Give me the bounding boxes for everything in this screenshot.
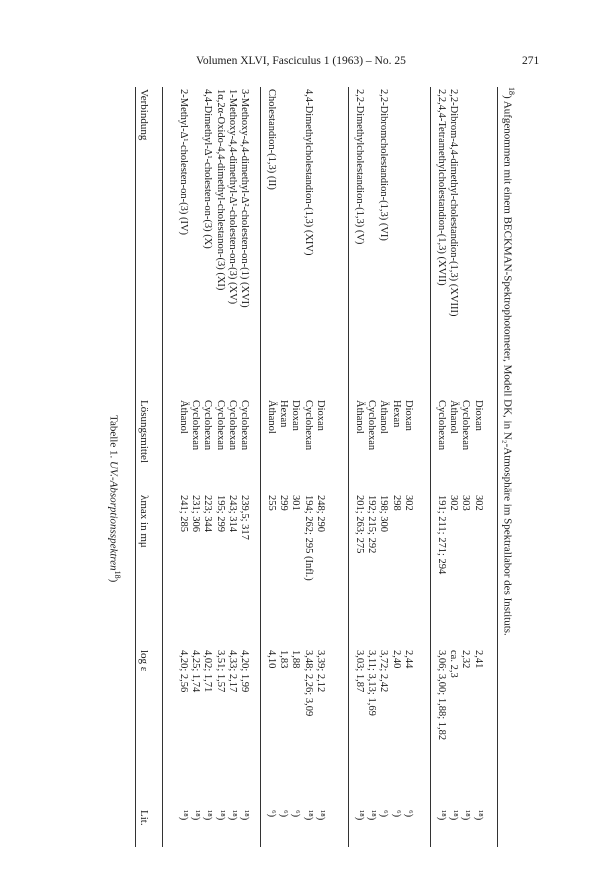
cell-compound: 2,2,4,4-Tetramethylcholestandion-(1,3) (XVII) [436,89,447,286]
cell-solvent: Äthanol [448,400,460,434]
cell-loge: 1,88 [290,650,302,669]
cell-loge: 4,20; 1,99 [239,650,250,693]
cell-lambda: 255 [266,495,277,511]
cell-solvent: Cyclohexan [436,400,447,451]
cell-solvent: Cyclohexan [366,400,378,451]
colhead-lit: Lit. [138,810,150,826]
cell-solvent: Äthanol [354,400,365,434]
cell-lit: ¹⁸) [366,810,378,821]
cell-lit: ¹⁸) [190,810,202,821]
cell-loge: 4,10 [266,650,277,669]
cell-solvent: Äthanol [266,400,277,434]
cell-solvent: Cyclohexan [226,400,238,451]
cell-lit: ¹⁸) [472,810,484,821]
table-title-prefix: Tabelle 1. [107,415,120,459]
cell-solvent: Dioxan [290,400,302,431]
cell-lit: ¹⁸) [460,810,472,821]
table-group-divider [430,87,431,847]
cell-solvent: Dioxan [402,400,414,431]
colhead-compound: Verbindung [138,89,150,141]
cell-lit: ⁶) [278,810,290,818]
cell-solvent: Hexan [278,400,290,428]
cell-lambda: 198; 300 [378,495,390,533]
cell-lambda: 298 [390,495,402,511]
cell-loge: 2,32 [460,650,472,669]
cell-compound: 2-Methyl-Δ¹-cholesten-on-(3) (IV) [178,89,189,236]
cell-compound: 1-Methoxy-4,4-dimethyl-Δ¹-cholesten-on-(3) (XV) [226,89,238,305]
cell-lit: ⁶) [390,810,402,818]
footnote: $^{18}$) Aufgenommen mit einem BECKMAN-Spektrophotometer, Modell DK, in N₂-Atmosphäre im Spektrallabor des Instituts. [501,87,516,636]
cell-lit: ¹⁸) [178,810,189,821]
cell-loge: 3,06; 3,00; 1,88; 1,82 [436,650,447,741]
cell-lambda: 241; 285 [178,495,189,533]
cell-lambda: 248; 290 [314,495,326,533]
page-header [0,0,600,80]
cell-lambda: 302 [472,495,484,511]
cell-lit: ¹⁸) [202,810,214,821]
cell-lambda: 195; 299 [214,495,226,533]
cell-lambda: 223; 344 [202,495,214,533]
cell-lambda: 303 [460,495,472,511]
cell-solvent: Cyclohexan [460,400,472,451]
cell-loge: 4,25; 1,74 [190,650,202,693]
running-title: Volumen XLVI, Fasciculus 1 (1963) – No. 25 [196,55,406,67]
cell-solvent: Cyclohexan [202,400,214,451]
cell-compound: 1α,2α-Oxido-4,4-dimethyl-cholestanon-(3) (XI) [214,89,226,291]
cell-loge: ca. 2,3 [448,650,460,678]
cell-lit: ¹⁸) [436,810,447,821]
cell-compound: 3-Methoxy-4,4-dimethyl-Δ²-cholesten-on-(1) (XVI) [239,89,250,308]
cell-lit: ¹⁸) [239,810,250,821]
rotated-table-block [88,75,568,865]
cell-solvent: Dioxan [472,400,484,431]
cell-lambda: 191; 211; 271; 294 [436,495,447,575]
page-number: 271 [522,55,540,67]
cell-lambda: 231; 306 [190,495,202,533]
cell-loge: 4,33; 2,17 [226,650,238,693]
cell-lambda: 243; 314 [226,495,238,533]
table-group-divider [260,87,261,847]
cell-loge: 1,83 [278,650,290,669]
cell-solvent: Dioxan [314,400,326,431]
cell-loge: 3,72; 2,42 [378,650,390,693]
cell-solvent: Cyclohexan [214,400,226,451]
cell-compound: 2,2-Dimethylcholestandion-(1,3) (V) [354,89,365,245]
cell-solvent: Cyclohexan [302,400,314,451]
cell-compound: Cholestandion-(1,3) (II) [266,89,277,190]
cell-lit: ⁶) [266,810,277,818]
colhead-loge: log ε [138,650,150,672]
cell-loge: 3,48; 2,26; 3,09 [302,650,314,717]
cell-solvent: Cyclohexan [190,400,202,451]
cell-loge: 2,44 [402,650,414,669]
cell-lambda: 301 [290,495,302,511]
cell-solvent: Hexan [390,400,402,428]
colhead-lambda: λmax in mμ [138,495,150,548]
cell-solvent: Äthanol [178,400,189,434]
cell-loge: 2,40 [390,650,402,669]
table-group-divider [348,87,349,847]
cell-compound: 4,4-Dimethyl-Δ¹-cholesten-on-(3) (X) [202,89,214,249]
cell-lit: ¹⁸) [354,810,365,821]
cell-lit: ¹⁸) [314,810,326,821]
cell-compound: 2,2-Dibrom-4,4-dimethyl-cholestandion-(1,3) (XVIII) [448,89,460,317]
footnote-text: Aufgenommen mit einem BECKMAN-Spektrophotometer, Modell DK, in N₂-Atmosphäre im Spektrallabor des Instituts. [501,100,514,636]
cell-lambda: 192; 215; 292 [366,495,378,554]
cell-loge: 4,20; 2,56 [178,650,189,693]
cell-loge: 4,02; 1,71 [202,650,214,693]
table-rule-top [135,87,136,847]
cell-lambda: 302 [402,495,414,511]
cell-lit: ⁶) [378,810,390,818]
cell-solvent: Äthanol [378,400,390,434]
table-rule-header [162,87,163,847]
table-title: Tabelle 1. UV.-Absorptionsspektren$^{18}$) [107,415,122,583]
table-rule-bottom [497,87,498,847]
footnote-mark: 18 [507,87,516,95]
cell-lambda: 194; 262; 295 (Infl.) [302,495,314,581]
colhead-solvent: Lösungsmittel [138,400,150,463]
cell-compound: 2,2-Dibromcholestandion-(1,3) (VI) [378,89,390,241]
cell-lambda: 299 [278,495,290,511]
cell-lambda: 201; 263; 275 [354,495,365,554]
cell-loge: 3,51; 1,57 [214,650,226,693]
cell-loge: 3,11; 3,13; 1,69 [366,650,378,716]
table-title-ref: 18 [113,570,122,579]
cell-loge: 3,03; 1,87 [354,650,365,693]
cell-lit: ⁶) [402,810,414,818]
cell-lit: ¹⁸) [448,810,460,821]
cell-loge: 3,39; 2,12 [314,650,326,693]
cell-lit: ¹⁸) [302,810,314,821]
cell-solvent: Cyclohexan [239,400,250,451]
cell-lit: ¹⁸) [226,810,238,821]
cell-lit: ⁶) [290,810,302,818]
cell-compound: 4,4-Dimethylcholestandion-(1,3) (XIV) [302,89,314,256]
cell-lambda: 302 [448,495,460,511]
table-title-main: UV.-Absorptionsspektren [107,460,120,571]
cell-loge: 2,41 [472,650,484,669]
cell-lambda: 239,5; 317 [239,495,250,540]
cell-lit: ¹⁸) [214,810,226,821]
